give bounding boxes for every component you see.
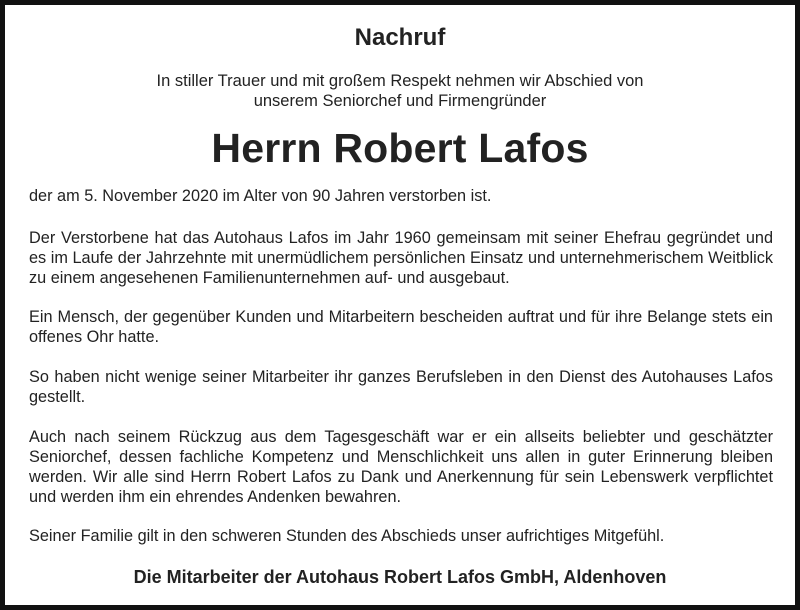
notice-title: Nachruf [354,24,446,51]
retirement-paragraph: Auch nach seinem Rückzug aus dem Tagesgeschäft war er ein allseits beliebter und geschätzter Seniorchef, dessen fachliche Kompetenz und Menschlichkeit uns allen in guter Erinnerung bleiben werden. Wir alle sind Herrn Robert Lafos zu Dank und Anerkennung für sein Lebenswerk verpflichtet und werden ihm ein ehrendes Andenken bewahren. [29,428,773,506]
signature-line: Die Mitarbeiter der Autohaus Robert Lafos GmbH, Aldenhoven [133,567,667,587]
notice-intro [0,71,800,111]
employees-paragraph: So haben nicht wenige seiner Mitarbeiter ihr ganzes Berufsleben in den Dienst des Autohauses Lafos gestellt. [29,368,773,406]
intro-line-2: unserem Seniorchef und Firmengründer [253,92,547,110]
history-paragraph: Der Verstorbene hat das Autohaus Lafos im Jahr 1960 gemeinsam mit seiner Ehefrau gegründet und es im Laufe der Jahrzehnte mit unermüdlichem persönlichen Einsatz und unternehmerischem Weitblick zu einem angesehenen Familienunternehmen auf- und ausgebaut. [29,229,773,287]
condolence-paragraph: Seiner Familie gilt in den schweren Stunden des Abschieds unser aufrichtiges Mitgefühl. [29,527,665,545]
character-paragraph: Ein Mensch, der gegenüber Kunden und Mitarbeitern bescheiden auftrat und für ihre Belange stets ein offenes Ohr hatte. [29,308,773,346]
intro-line-1: In stiller Trauer und mit großem Respekt nehmen wir Abschied von [156,72,644,90]
deceased-name: Herrn Robert Lafos [211,125,589,171]
death-date-paragraph: der am 5. November 2020 im Alter von 90 Jahren verstorben ist. [29,187,492,205]
